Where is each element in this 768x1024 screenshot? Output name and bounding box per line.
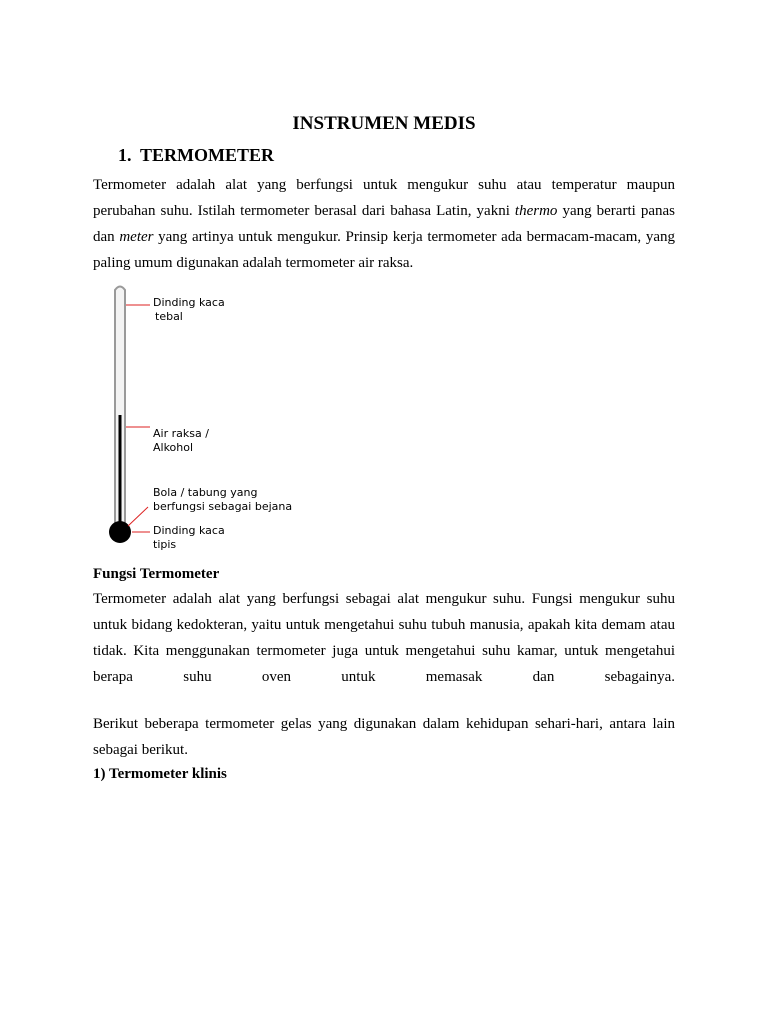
section-number: 1.: [118, 145, 132, 165]
intro-text-3: yang artinya untuk mengukur. Prinsip kerja termometer ada bermacam-macam, yang paling umum digunakan adalah termometer air raksa.: [93, 229, 675, 271]
label-mercury: [153, 427, 209, 455]
label-bulb-line1: Bola / tabung yang: [153, 486, 258, 499]
function-heading: Fungsi Termometer: [93, 566, 220, 582]
label-bulb: [153, 486, 292, 514]
document-title: INSTRUMEN MEDIS: [292, 113, 476, 134]
leader-line-bulb: [128, 507, 148, 526]
mercury-column: [119, 415, 122, 527]
label-bulb-line2: berfungsi sebagai bejana: [153, 500, 293, 513]
item1-heading: 1) Termometer klinis: [93, 766, 227, 782]
intro-text-2: yang berarti panas dan: [93, 203, 675, 245]
section-title: TERMOMETER: [140, 145, 275, 165]
section-heading: [118, 145, 274, 166]
list-intro-paragraph: Berikut beberapa termometer gelas yang digunakan dalam kehidupan sehari-hari, antara lain sebagai berikut.: [93, 716, 675, 758]
label-mercury-line2: Alkohol: [153, 441, 194, 454]
bulb: [109, 521, 131, 543]
label-thick-glass: [153, 296, 225, 324]
thermometer-diagram: [100, 280, 300, 556]
function-paragraph: Termometer adalah alat yang berfungsi sebagai alat mengukur suhu. Fungsi mengukur suhu untuk bidang kedokteran, yaitu untuk mengetahui suhu tubuh manusia, apakah kita demam atau tidak. Kita menggunakan termometer juga untuk mengetahui suhu kamar, untuk mengetahui berapa suhu oven untuk memasak dan sebagainya.: [93, 591, 675, 685]
intro-term-thermo: thermo: [514, 203, 558, 219]
label-thin-glass-line2: tipis: [153, 538, 177, 551]
intro-paragraph: [93, 172, 675, 276]
label-thick-glass-line1: Dinding kaca: [153, 296, 225, 309]
label-thick-glass-line2: tebal: [155, 310, 183, 323]
label-thin-glass: [153, 524, 225, 552]
label-thin-glass-line1: Dinding kaca: [153, 524, 225, 537]
label-mercury-line1: Air raksa /: [153, 427, 209, 440]
intro-text-1: Termometer adalah alat yang berfungsi untuk mengukur suhu atau temperatur maupun perubahan suhu. Istilah termometer berasal dari bahasa Latin, yakni: [93, 177, 675, 219]
intro-term-meter: meter: [119, 229, 154, 245]
